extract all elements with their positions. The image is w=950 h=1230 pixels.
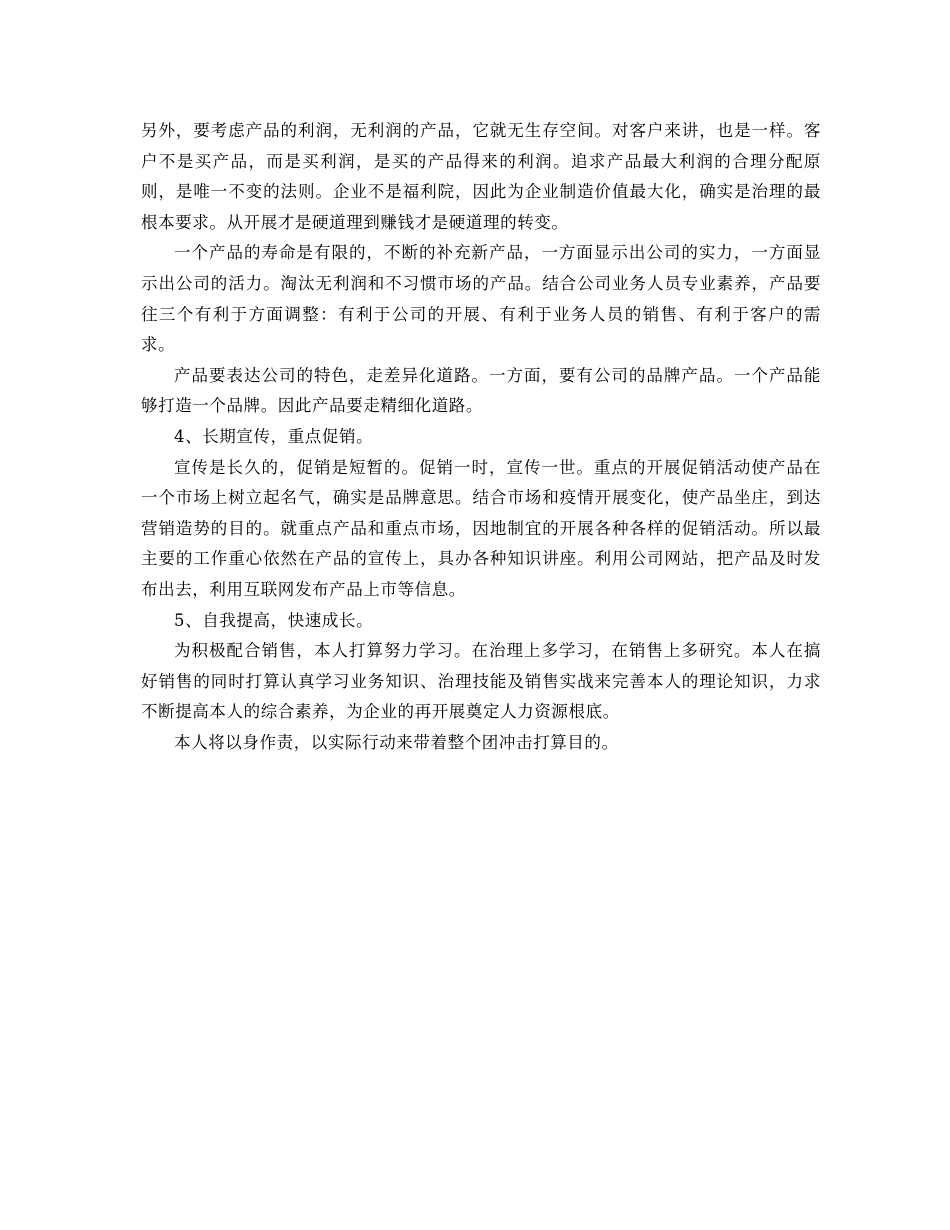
section-heading-promotion: 4、长期宣传，重点促销。 — [174, 426, 374, 446]
document-body — [141, 116, 821, 758]
section-heading-self-improvement: 5、自我提高，快速成长。 — [174, 610, 374, 630]
paragraph-closing: 本人将以身作责，以实际行动来带着整个团冲击打算目的。 — [174, 732, 619, 752]
paragraph-self-improvement: 为积极配合销售，本人打算努力学习。在治理上多学习，在销售上多研究。本人在搞好销售的同时打算认真学习业务知识、治理技能及销售实战来完善本人的理论知识，力求不断提高本人的综合素养，为企业的再开展奠定人力资源根底。 — [141, 641, 821, 722]
paragraph-differentiation: 产品要表达公司的特色，走差异化道路。一方面，要有公司的品牌产品。一个产品能够打造一个品牌。因此产品要走精细化道路。 — [141, 365, 821, 416]
paragraph-profit: 另外，要考虑产品的利润，无利润的产品，它就无生存空间。对客户来讲，也是一样。客户不是买产品，而是买利润，是买的产品得来的利润。追求产品最大利润的合理分配原则，是唯一不变的法则。企业不是福利院，因此为企业制造价值最大化，确实是治理的最根本要求。从开展才是硬道理到赚钱才是硬道理的转变。 — [141, 121, 821, 232]
paragraph-promotion: 宣传是长久的，促销是短暂的。促销一时，宣传一世。重点的开展促销活动使产品在一个市场上树立起名气，确实是品牌意思。结合市场和疫情开展变化，使产品坐庄，到达营销造势的目的。就重点产品和重点市场，因地制宜的开展各种各样的促销活动。所以最主要的工作重心依然在产品的宣传上，具办各种知识讲座。利用公司网站，把产品及时发布出去，利用互联网发布产品上市等信息。 — [141, 457, 821, 599]
paragraph-product-lifecycle: 一个产品的寿命是有限的，不断的补充新产品，一方面显示出公司的实力，一方面显示出公司的活力。淘汰无利润和不习惯市场的产品。结合公司业务人员专业素养，产品要往三个有利于方面调整：有利于公司的开展、有利于业务人员的销售、有利于客户的需求。 — [141, 243, 821, 355]
